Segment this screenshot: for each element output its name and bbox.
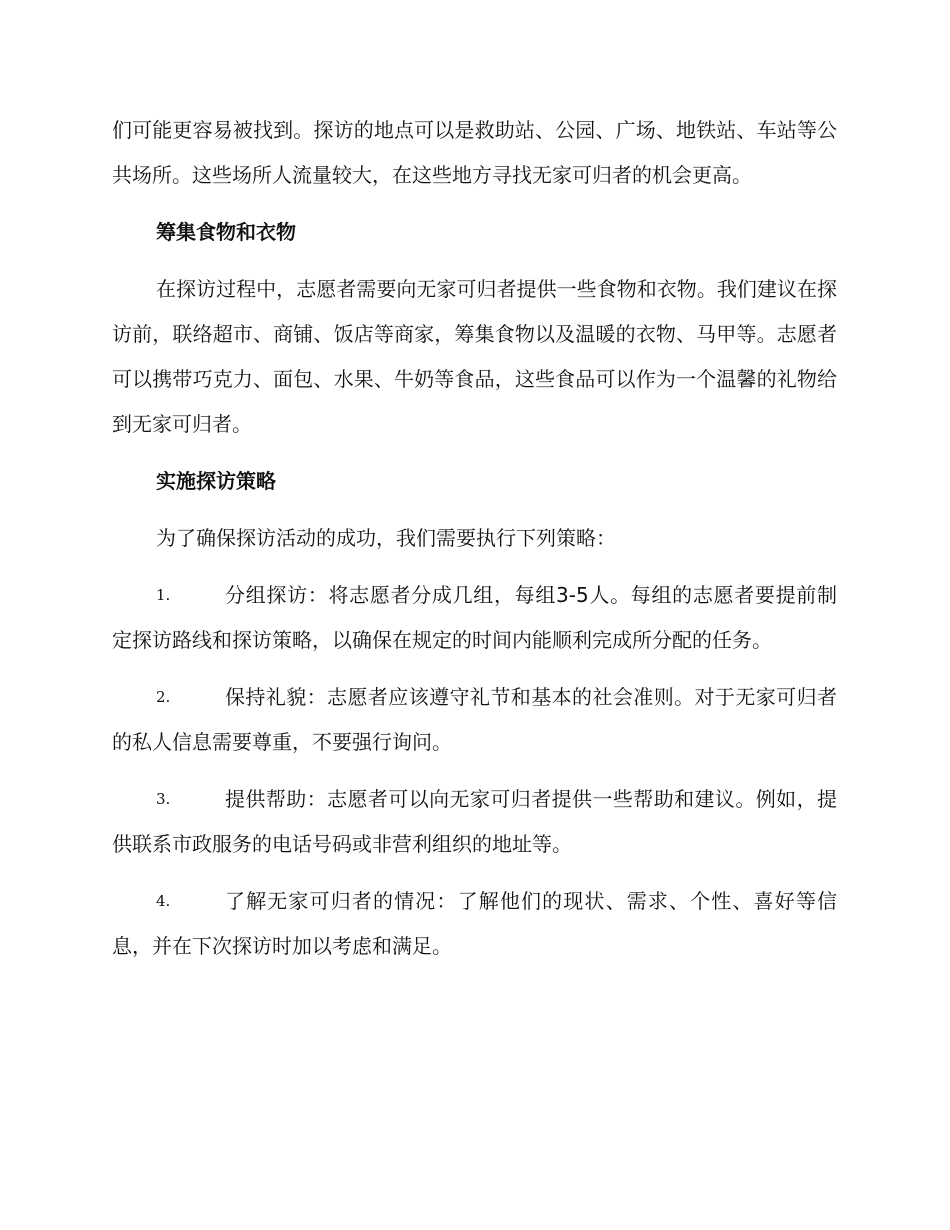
list-item (112, 777, 837, 867)
list-item-text: 了解无家可归者的情况：了解他们的现状、需求、个性、喜好等信息，并在下次探访时加以考虑和满足。 (112, 889, 837, 958)
list-item-text: 提供帮助：志愿者可以向无家可归者提供一些帮助和建议。例如，提供联系市政服务的电话号码或非营利组织的地址等。 (112, 787, 837, 856)
list-item-text: 保持礼貌：志愿者应该遵守礼节和基本的社会准则。对于无家可归者的私人信息需要尊重，不要强行询问。 (112, 685, 837, 754)
list-item-number: 1. (156, 586, 171, 604)
list-item (112, 573, 837, 663)
food-paragraph: 在探访过程中，志愿者需要向无家可归者提供一些食物和衣物。我们建议在探访前，联络超市、商铺、饭店等商家，筹集食物以及温暖的衣物、马甲等。志愿者可以携带巧克力、面包、水果、牛奶等食品，这些食品可以作为一个温馨的礼物给到无家可归者。 (112, 277, 837, 436)
list-item (112, 675, 837, 765)
list-item (112, 879, 837, 969)
list-item-number: 2. (156, 688, 171, 706)
list-item-number: 4. (156, 892, 171, 910)
section-heading-food: 筹集食物和衣物 (156, 220, 296, 244)
document-body (112, 108, 837, 981)
list-item-number: 3. (156, 790, 171, 808)
list-item-text: 分组探访：将志愿者分成几组，每组3-5人。每组的志愿者要提前制定探访路线和探访策略，以确保在规定的时间内能顺利完成所分配的任务。 (112, 583, 837, 652)
section-heading-strategy: 实施探访策略 (156, 469, 276, 493)
intro-continuation-paragraph: 们可能更容易被找到。探访的地点可以是救助站、公园、广场、地铁站、车站等公共场所。这些场所人流量较大，在这些地方寻找无家可归者的机会更高。 (112, 118, 837, 187)
strategy-intro-paragraph: 为了确保探访活动的成功，我们需要执行下列策略： (156, 526, 616, 550)
